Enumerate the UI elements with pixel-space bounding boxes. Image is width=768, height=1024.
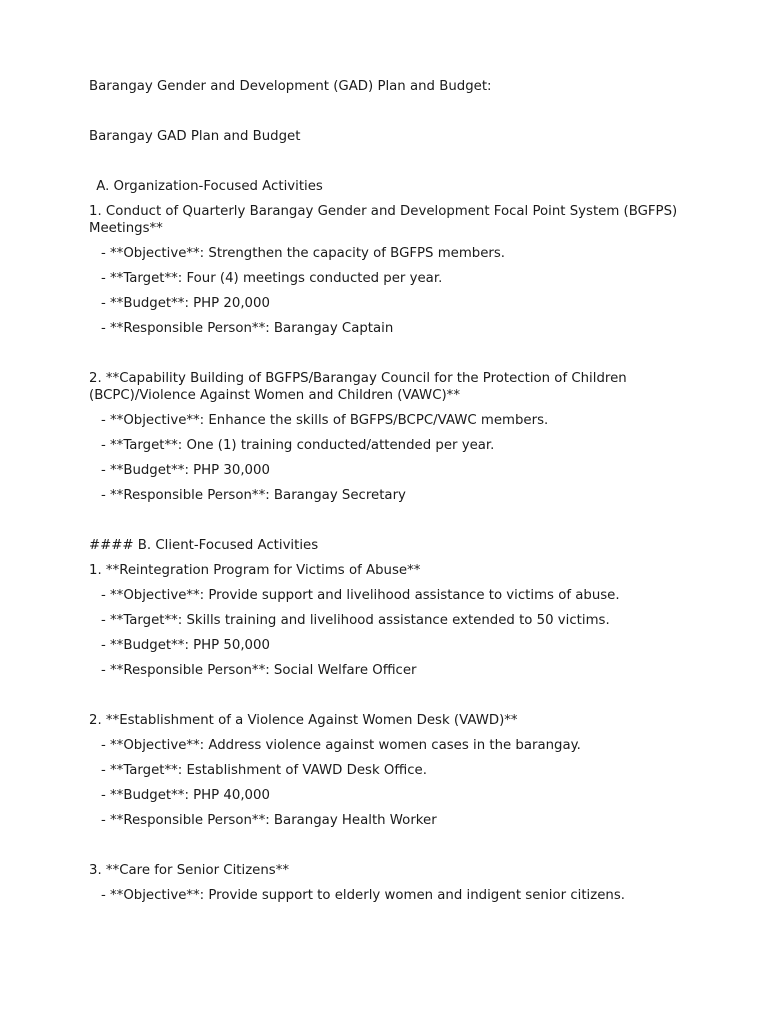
activity-title: 2. **Capability Building of BGFPS/Barangay Council for the Protection of Children (BCPC)/Violence Against Women and Children (VAWC)** bbox=[89, 371, 631, 403]
activity-b1 bbox=[89, 562, 689, 679]
activity-responsible: - **Responsible Person**: Social Welfare Officer bbox=[101, 663, 417, 678]
activity-budget: - **Budget**: PHP 50,000 bbox=[101, 638, 270, 653]
activity-title: 3. **Care for Senior Citizens** bbox=[89, 863, 290, 878]
activity-title: 1. **Reintegration Program for Victims of Abuse** bbox=[89, 563, 421, 578]
activity-a1 bbox=[89, 203, 689, 337]
document-title: Barangay Gender and Development (GAD) Plan and Budget: bbox=[89, 79, 492, 94]
activity-budget: - **Budget**: PHP 40,000 bbox=[101, 788, 270, 803]
activity-budget: - **Budget**: PHP 30,000 bbox=[101, 463, 270, 478]
activity-budget: - **Budget**: PHP 20,000 bbox=[101, 296, 270, 311]
document-subtitle: Barangay GAD Plan and Budget bbox=[89, 129, 301, 144]
section-a-heading: A. Organization-Focused Activities bbox=[92, 179, 323, 194]
activity-objective: - **Objective**: Strengthen the capacity of BGFPS members. bbox=[101, 246, 506, 261]
activity-b3 bbox=[89, 862, 689, 904]
activity-objective: - **Objective**: Provide support and livelihood assistance to victims of abuse. bbox=[101, 588, 620, 603]
activity-responsible: - **Responsible Person**: Barangay Captain bbox=[101, 321, 394, 336]
activity-responsible: - **Responsible Person**: Barangay Secretary bbox=[101, 488, 406, 503]
activity-b2 bbox=[89, 712, 689, 829]
activity-target: - **Target**: Establishment of VAWD Desk Office. bbox=[101, 763, 427, 778]
section-b-heading: #### B. Client-Focused Activities bbox=[89, 538, 319, 553]
activity-title: 1. Conduct of Quarterly Barangay Gender and Development Focal Point System (BGFPS) Meetings** bbox=[89, 204, 682, 236]
activity-title: 2. **Establishment of a Violence Against Women Desk (VAWD)** bbox=[89, 713, 518, 728]
activity-a2 bbox=[89, 370, 689, 504]
document-page bbox=[89, 78, 689, 912]
activity-target: - **Target**: Four (4) meetings conducted per year. bbox=[101, 271, 443, 286]
activity-objective: - **Objective**: Address violence against women cases in the barangay. bbox=[101, 738, 581, 753]
activity-objective: - **Objective**: Enhance the skills of BGFPS/BCPC/VAWC members. bbox=[101, 413, 549, 428]
activity-target: - **Target**: One (1) training conducted/attended per year. bbox=[101, 438, 495, 453]
activity-responsible: - **Responsible Person**: Barangay Health Worker bbox=[101, 813, 437, 828]
activity-target: - **Target**: Skills training and livelihood assistance extended to 50 victims. bbox=[101, 613, 610, 628]
activity-objective: - **Objective**: Provide support to elderly women and indigent senior citizens. bbox=[101, 888, 625, 903]
